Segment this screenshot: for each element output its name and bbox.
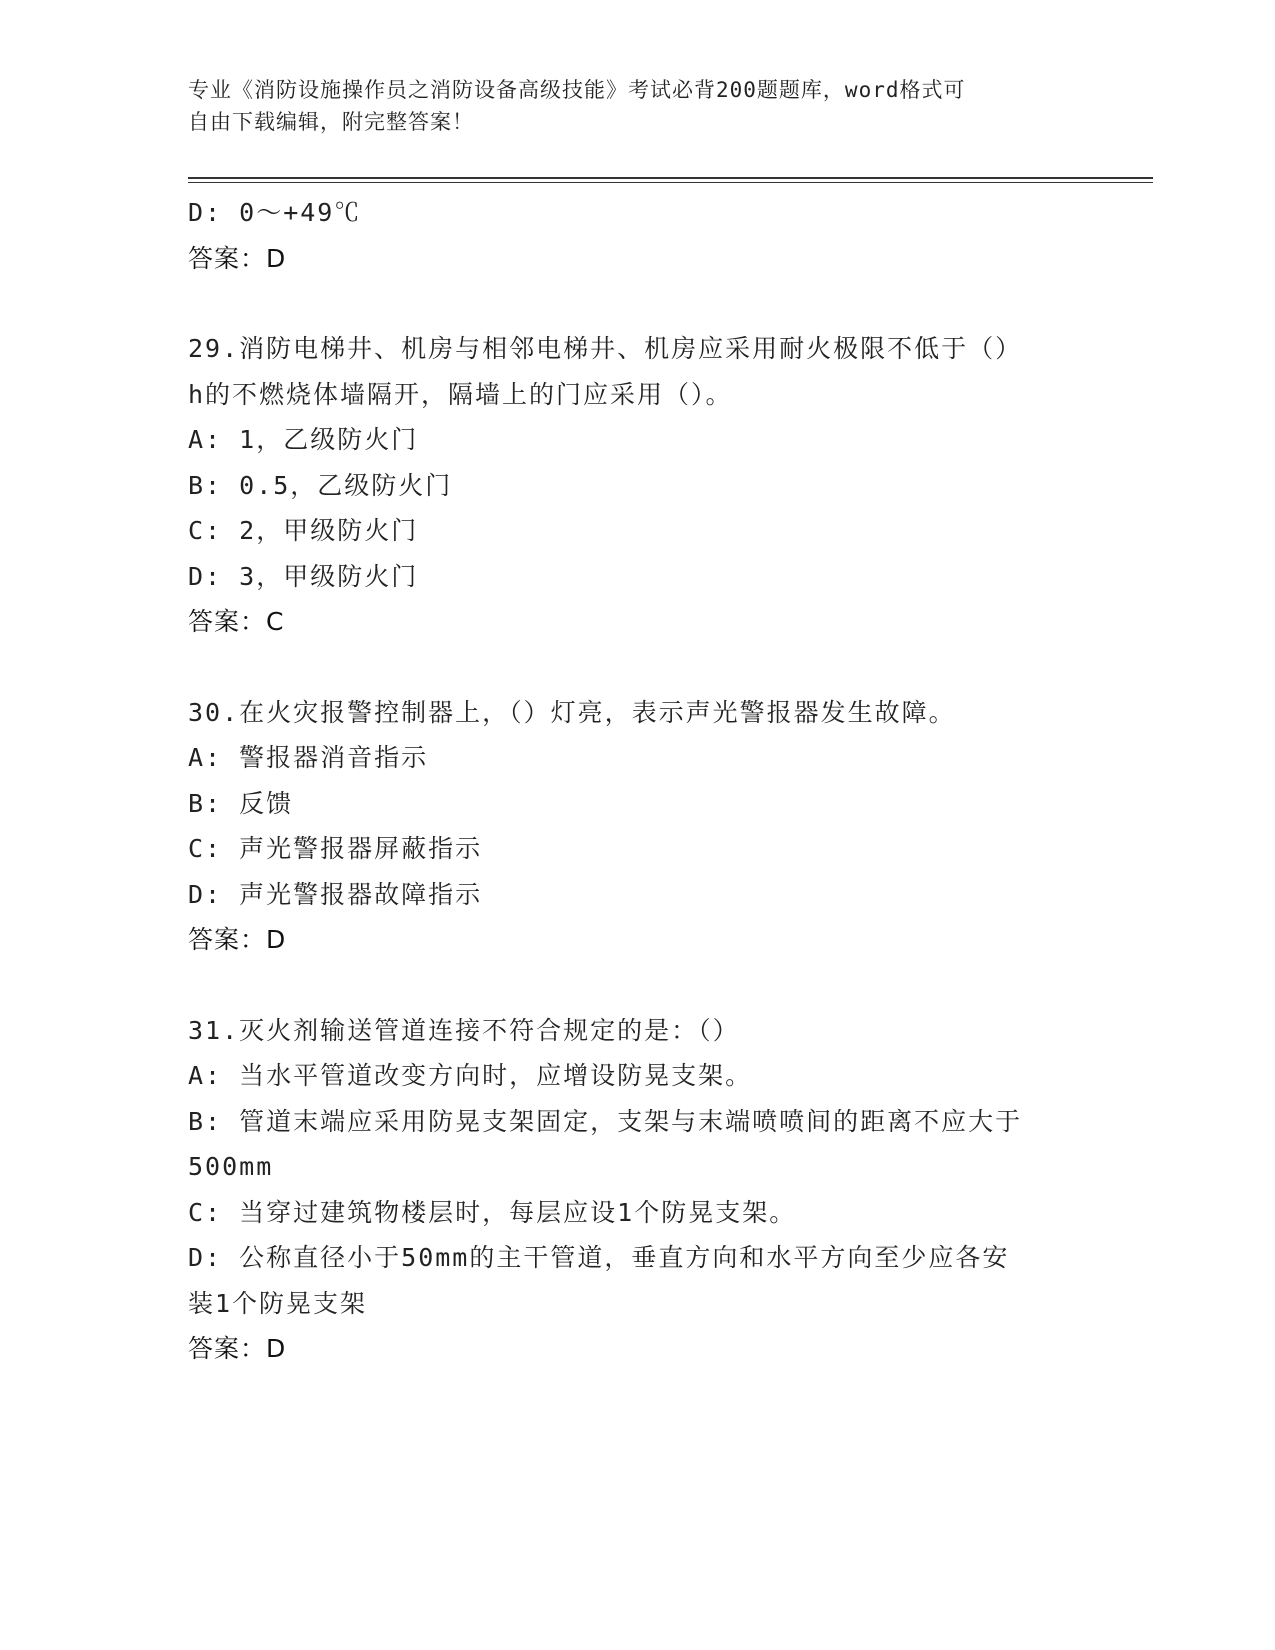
answer-label: 答案：D [188,925,287,954]
previous-question-tail [188,190,1088,281]
option-a: A: 警报器消音指示 [188,743,429,772]
option-a: A: 1，乙级防火门 [188,425,419,454]
answer-label: 答案：D [188,243,287,273]
question-stem: 31.灭火剂输送管道连接不符合规定的是：（） [188,1015,740,1045]
option-c: C: 声光警报器屏蔽指示 [188,834,483,863]
question-30 [188,690,1088,963]
header-divider-thick [188,177,1153,179]
header-line-1: 专业《消防设施操作员之消防设备高级技能》考试必背200题题库，word格式可 [188,78,966,102]
option-b: B: 管道末端应采用防晃支架固定，支架与末端喷喷间的距离不应大于 [188,1106,1023,1136]
option-b: B: 反馈 [188,788,294,818]
option-a: A: 当水平管道改变方向时，应增设防晃支架。 [188,1061,753,1090]
question-stem: 29.消防电梯井、机房与相邻电梯井、机房应采用耐火极限不低于（） [188,334,1023,363]
option-b: B: 0.5，乙级防火门 [188,470,453,500]
option-d: D: 声光警报器故障指示 [188,879,483,909]
question-stem: 30.在火灾报警控制器上，（）灯亮，表示声光警报器发生故障。 [188,697,956,727]
question-31 [188,1008,1088,1372]
header-line-2: 自由下载编辑，附完整答案！ [188,110,474,134]
option-d: D: 0～+49℃ [188,198,362,227]
option-c: C: 2，甲级防火门 [188,516,419,545]
document-header [188,74,1088,138]
question-29 [188,326,1088,645]
header-divider-thin [188,182,1153,183]
option-d: D: 公称直径小于50mm的主干管道，垂直方向和水平方向至少应各安 [188,1243,1010,1272]
option-d: D: 3，甲级防火门 [188,561,419,591]
option-c: C: 当穿过建筑物楼层时，每层应设1个防晃支架。 [188,1197,797,1227]
answer-label: 答案：D [188,1334,287,1363]
option-b-continued: 500mm [188,1152,274,1181]
question-stem: h的不燃烧体墙隔开，隔墙上的门应采用（）。 [188,379,733,409]
option-d-continued: 装1个防晃支架 [188,1288,368,1318]
answer-label: 答案：C [188,607,285,636]
question-list [188,190,1088,1372]
